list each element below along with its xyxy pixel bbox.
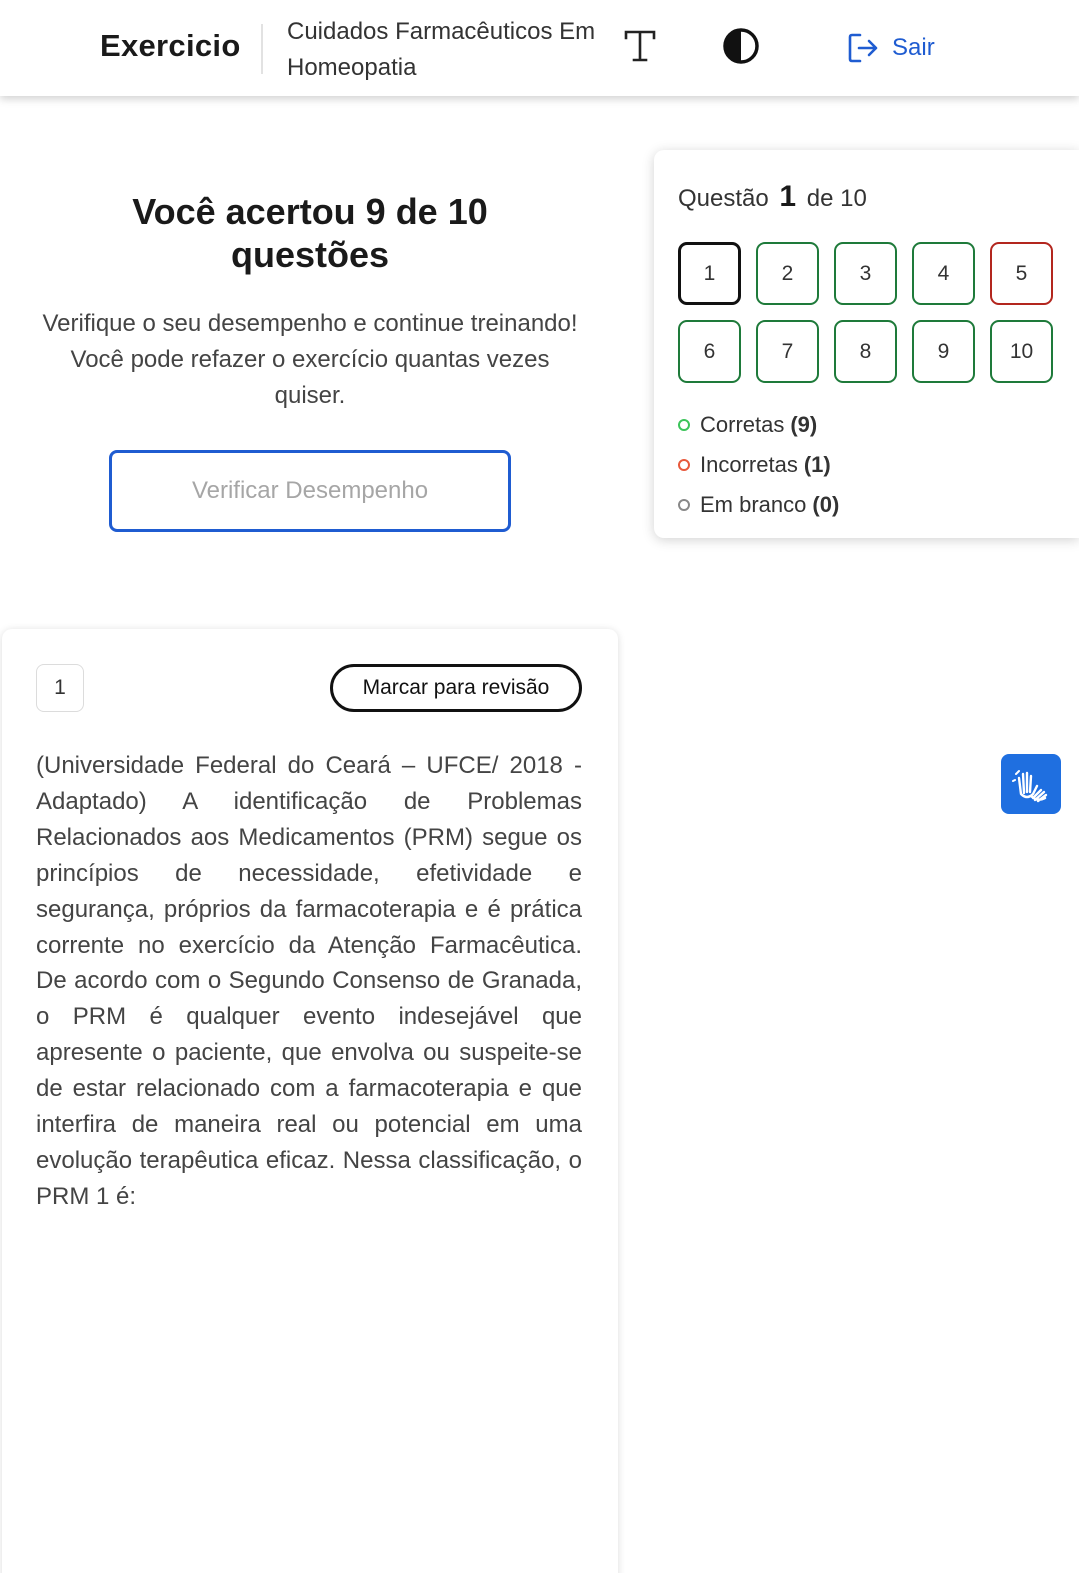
result-message: Verifique o seu desempenho e continue treinando! Você pode refazer o exercício quantas vezes quiser. — [42, 310, 578, 409]
question-button-3[interactable]: 3 — [834, 242, 897, 305]
logout-icon — [846, 31, 880, 65]
navigator-prefix: Questão — [678, 185, 769, 212]
legend-incorrect — [678, 445, 839, 485]
result-summary — [40, 190, 580, 414]
question-button-5[interactable]: 5 — [990, 242, 1053, 305]
question-button-10[interactable]: 10 — [990, 320, 1053, 383]
top-header — [0, 0, 1079, 96]
verify-performance-button[interactable]: Verificar Desempenho — [109, 450, 511, 532]
blank-dot-icon — [678, 499, 690, 511]
question-grid — [678, 242, 1053, 383]
legend-correct-label: Corretas — [700, 412, 785, 437]
incorrect-dot-icon — [678, 459, 690, 471]
sign-language-button[interactable] — [1001, 754, 1061, 814]
correct-dot-icon — [678, 419, 690, 431]
logout-button[interactable] — [846, 30, 935, 66]
navigator-suffix: de 10 — [806, 185, 867, 212]
question-card — [2, 629, 618, 1573]
text-size-icon[interactable] — [622, 26, 658, 66]
question-navigator — [654, 150, 1079, 538]
question-button-4[interactable]: 4 — [912, 242, 975, 305]
logout-label: Sair — [892, 34, 935, 61]
legend-incorrect-label: Incorretas — [700, 452, 798, 477]
brand-title: Exercicio — [100, 28, 241, 63]
legend-correct-count: (9) — [790, 412, 818, 437]
legend-blank — [678, 485, 839, 525]
legend-incorrect-count: (1) — [803, 452, 831, 477]
mark-for-review-button[interactable]: Marcar para revisão — [330, 664, 582, 712]
legend-blank-label: Em branco — [700, 492, 807, 517]
course-title: Cuidados Farmacêuticos Em Homeopatia — [287, 18, 596, 81]
legend-correct — [678, 405, 839, 445]
question-button-8[interactable]: 8 — [834, 320, 897, 383]
question-button-6[interactable]: 6 — [678, 320, 741, 383]
sign-language-icon — [1011, 764, 1051, 804]
status-legend — [678, 405, 839, 525]
question-statement: (Universidade Federal do Ceará – UFCE/ 2018 - Adaptado) A identificação de Problemas Relacionados aos Medicamentos (PRM) segue os princípios de necessidade, efetividade e segurança, próprios da farmacoterapia e é prática corrente no exercício da Atenção Farmacêutica. De acordo com o Segundo Consenso de Granada, o PRM é qualquer evento indesejável que apresente o paciente, que envolva ou suspeite-se de estar relacionado com a farmacoterapia e que interfira de maneira real ou potencial em uma evolução terapêutica eficaz. Nessa classificação, o PRM 1 é: — [36, 752, 582, 1210]
legend-blank-count: (0) — [812, 492, 840, 517]
question-button-7[interactable]: 7 — [756, 320, 819, 383]
question-number-badge: 1 — [36, 664, 84, 712]
question-button-1[interactable]: 1 — [678, 242, 741, 305]
result-title: Você acertou 9 de 10 questões — [132, 191, 488, 275]
question-button-9[interactable]: 9 — [912, 320, 975, 383]
question-button-2[interactable]: 2 — [756, 242, 819, 305]
navigator-current: 1 — [779, 180, 797, 213]
contrast-icon[interactable] — [722, 27, 760, 65]
header-divider — [261, 24, 263, 74]
navigator-title — [678, 180, 867, 214]
